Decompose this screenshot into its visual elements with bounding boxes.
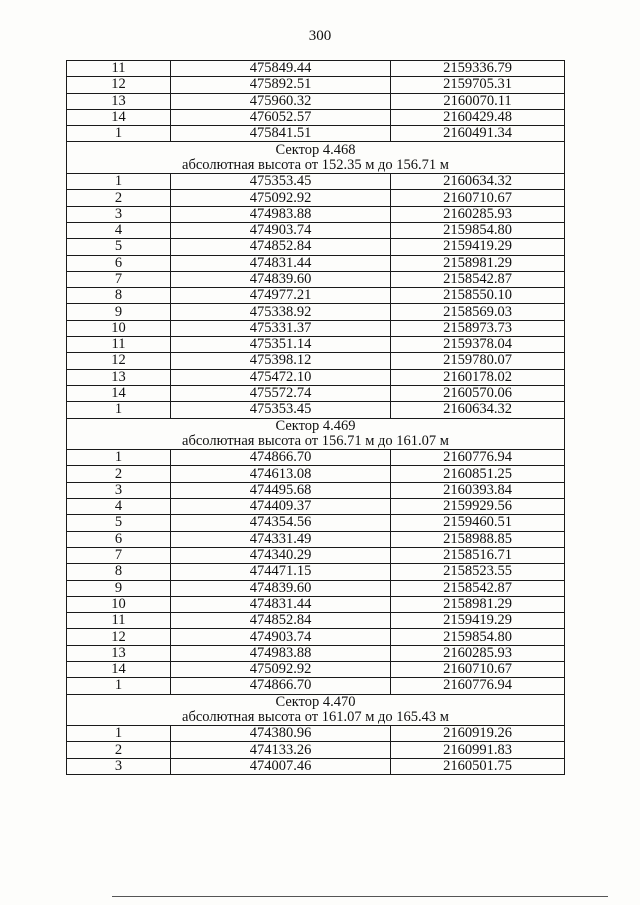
x-coordinate-cell: 475331.37	[171, 320, 391, 336]
sector-altitude-row	[67, 158, 565, 174]
y-coordinate-cell: 2160991.83	[391, 742, 565, 758]
table-row	[67, 271, 565, 287]
x-coordinate-cell: 474354.56	[171, 515, 391, 531]
point-number-cell: 9	[67, 580, 171, 596]
y-coordinate-cell: 2160070.11	[391, 93, 565, 109]
x-coordinate-cell: 474380.96	[171, 726, 391, 742]
x-coordinate-cell: 474331.49	[171, 531, 391, 547]
table-row	[67, 93, 565, 109]
x-coordinate-cell: 475092.92	[171, 661, 391, 677]
point-number-cell: 6	[67, 531, 171, 547]
y-coordinate-cell: 2158569.03	[391, 304, 565, 320]
table-row	[67, 613, 565, 629]
y-coordinate-cell: 2159929.56	[391, 499, 565, 515]
coordinates-table-body	[67, 61, 565, 775]
y-coordinate-cell: 2160285.93	[391, 206, 565, 222]
y-coordinate-cell: 2158523.55	[391, 564, 565, 580]
y-coordinate-cell: 2159378.04	[391, 337, 565, 353]
y-coordinate-cell: 2158973.73	[391, 320, 565, 336]
x-coordinate-cell: 475849.44	[171, 61, 391, 77]
table-row	[67, 678, 565, 694]
x-coordinate-cell: 475353.45	[171, 402, 391, 418]
table-row	[67, 596, 565, 612]
point-number-cell: 1	[67, 174, 171, 190]
y-coordinate-cell: 2160429.48	[391, 109, 565, 125]
y-coordinate-cell: 2158542.87	[391, 580, 565, 596]
table-row	[67, 450, 565, 466]
sector-altitude: абсолютная высота от 161.07 м до 165.43 м	[67, 710, 565, 726]
y-coordinate-cell: 2159419.29	[391, 239, 565, 255]
x-coordinate-cell: 475351.14	[171, 337, 391, 353]
point-number-cell: 7	[67, 547, 171, 563]
table-row	[67, 385, 565, 401]
y-coordinate-cell: 2159854.80	[391, 222, 565, 238]
table-row	[67, 547, 565, 563]
x-coordinate-cell: 474903.74	[171, 629, 391, 645]
table-row	[67, 661, 565, 677]
x-coordinate-cell: 475960.32	[171, 93, 391, 109]
point-number-cell: 8	[67, 564, 171, 580]
y-coordinate-cell: 2159336.79	[391, 61, 565, 77]
point-number-cell: 14	[67, 661, 171, 677]
x-coordinate-cell: 474903.74	[171, 222, 391, 238]
point-number-cell: 1	[67, 678, 171, 694]
page-number: 300	[308, 28, 332, 44]
point-number-cell: 5	[67, 515, 171, 531]
point-number-cell: 5	[67, 239, 171, 255]
table-row	[67, 288, 565, 304]
table-row	[67, 580, 565, 596]
table-row	[67, 353, 565, 369]
x-coordinate-cell: 474340.29	[171, 547, 391, 563]
y-coordinate-cell: 2158981.29	[391, 255, 565, 271]
y-coordinate-cell: 2158988.85	[391, 531, 565, 547]
table-row	[67, 190, 565, 206]
y-coordinate-cell: 2160776.94	[391, 678, 565, 694]
y-coordinate-cell: 2159460.51	[391, 515, 565, 531]
point-number-cell: 14	[67, 385, 171, 401]
point-number-cell: 6	[67, 255, 171, 271]
point-number-cell: 11	[67, 61, 171, 77]
y-coordinate-cell: 2160851.25	[391, 466, 565, 482]
y-coordinate-cell: 2160501.75	[391, 758, 565, 774]
point-number-cell: 3	[67, 758, 171, 774]
point-number-cell: 1	[67, 126, 171, 142]
sector-title: Сектор 4.469	[67, 418, 565, 434]
y-coordinate-cell: 2160634.32	[391, 402, 565, 418]
point-number-cell: 12	[67, 629, 171, 645]
sector-altitude-row	[67, 710, 565, 726]
point-number-cell: 13	[67, 369, 171, 385]
table-row	[67, 126, 565, 142]
point-number-cell: 12	[67, 77, 171, 93]
point-number-cell: 13	[67, 93, 171, 109]
sector-title: Сектор 4.468	[67, 142, 565, 158]
table-row	[67, 77, 565, 93]
y-coordinate-cell: 2160919.26	[391, 726, 565, 742]
point-number-cell: 12	[67, 353, 171, 369]
table-row	[67, 499, 565, 515]
sector-altitude-row	[67, 434, 565, 450]
y-coordinate-cell: 2160776.94	[391, 450, 565, 466]
table-row	[67, 482, 565, 498]
x-coordinate-cell: 476052.57	[171, 109, 391, 125]
table-row	[67, 466, 565, 482]
point-number-cell: 1	[67, 726, 171, 742]
table-row	[67, 758, 565, 774]
x-coordinate-cell: 475338.92	[171, 304, 391, 320]
point-number-cell: 3	[67, 482, 171, 498]
sector-title: Сектор 4.470	[67, 694, 565, 710]
point-number-cell: 13	[67, 645, 171, 661]
sector-altitude: абсолютная высота от 152.35 м до 156.71 м	[67, 158, 565, 174]
y-coordinate-cell: 2160710.67	[391, 661, 565, 677]
y-coordinate-cell: 2159705.31	[391, 77, 565, 93]
x-coordinate-cell: 474866.70	[171, 450, 391, 466]
point-number-cell: 1	[67, 402, 171, 418]
point-number-cell: 1	[67, 450, 171, 466]
y-coordinate-cell: 2158550.10	[391, 288, 565, 304]
y-coordinate-cell: 2160178.02	[391, 369, 565, 385]
table-row	[67, 564, 565, 580]
point-number-cell: 8	[67, 288, 171, 304]
table-row	[67, 255, 565, 271]
point-number-cell: 10	[67, 320, 171, 336]
point-number-cell: 7	[67, 271, 171, 287]
y-coordinate-cell: 2158516.71	[391, 547, 565, 563]
y-coordinate-cell: 2160285.93	[391, 645, 565, 661]
table-row	[67, 304, 565, 320]
y-coordinate-cell: 2158542.87	[391, 271, 565, 287]
x-coordinate-cell: 475398.12	[171, 353, 391, 369]
x-coordinate-cell: 474852.84	[171, 239, 391, 255]
bottom-rule	[112, 896, 608, 897]
table-row	[67, 239, 565, 255]
y-coordinate-cell: 2159780.07	[391, 353, 565, 369]
point-number-cell: 3	[67, 206, 171, 222]
y-coordinate-cell: 2160710.67	[391, 190, 565, 206]
x-coordinate-cell: 474133.26	[171, 742, 391, 758]
table-row	[67, 726, 565, 742]
table-row	[67, 337, 565, 353]
point-number-cell: 14	[67, 109, 171, 125]
x-coordinate-cell: 474852.84	[171, 613, 391, 629]
y-coordinate-cell: 2159854.80	[391, 629, 565, 645]
sector-title-row	[67, 142, 565, 158]
x-coordinate-cell: 474613.08	[171, 466, 391, 482]
x-coordinate-cell: 475092.92	[171, 190, 391, 206]
table-row	[67, 531, 565, 547]
table-row	[67, 61, 565, 77]
point-number-cell: 11	[67, 613, 171, 629]
table-row	[67, 369, 565, 385]
x-coordinate-cell: 474839.60	[171, 271, 391, 287]
point-number-cell: 4	[67, 499, 171, 515]
x-coordinate-cell: 474983.88	[171, 206, 391, 222]
y-coordinate-cell: 2160393.84	[391, 482, 565, 498]
coordinates-table	[66, 60, 565, 775]
sector-altitude: абсолютная высота от 156.71 м до 161.07 м	[67, 434, 565, 450]
y-coordinate-cell: 2159419.29	[391, 613, 565, 629]
table-row	[67, 174, 565, 190]
table-row	[67, 645, 565, 661]
sector-title-row	[67, 694, 565, 710]
x-coordinate-cell: 475353.45	[171, 174, 391, 190]
table-row	[67, 629, 565, 645]
point-number-cell: 4	[67, 222, 171, 238]
table-row	[67, 742, 565, 758]
x-coordinate-cell: 475572.74	[171, 385, 391, 401]
point-number-cell: 10	[67, 596, 171, 612]
x-coordinate-cell: 475472.10	[171, 369, 391, 385]
point-number-cell: 11	[67, 337, 171, 353]
x-coordinate-cell: 474983.88	[171, 645, 391, 661]
x-coordinate-cell: 474495.68	[171, 482, 391, 498]
x-coordinate-cell: 474409.37	[171, 499, 391, 515]
x-coordinate-cell: 475841.51	[171, 126, 391, 142]
table-row	[67, 222, 565, 238]
table-row	[67, 320, 565, 336]
table-row	[67, 206, 565, 222]
table-row	[67, 402, 565, 418]
table-row	[67, 515, 565, 531]
point-number-cell: 2	[67, 742, 171, 758]
sector-title-row	[67, 418, 565, 434]
y-coordinate-cell: 2160570.06	[391, 385, 565, 401]
x-coordinate-cell: 474471.15	[171, 564, 391, 580]
point-number-cell: 9	[67, 304, 171, 320]
x-coordinate-cell: 474831.44	[171, 596, 391, 612]
x-coordinate-cell: 474007.46	[171, 758, 391, 774]
x-coordinate-cell: 474839.60	[171, 580, 391, 596]
x-coordinate-cell: 474831.44	[171, 255, 391, 271]
x-coordinate-cell: 474866.70	[171, 678, 391, 694]
y-coordinate-cell: 2158981.29	[391, 596, 565, 612]
y-coordinate-cell: 2160634.32	[391, 174, 565, 190]
x-coordinate-cell: 475892.51	[171, 77, 391, 93]
y-coordinate-cell: 2160491.34	[391, 126, 565, 142]
table-row	[67, 109, 565, 125]
point-number-cell: 2	[67, 190, 171, 206]
x-coordinate-cell: 474977.21	[171, 288, 391, 304]
point-number-cell: 2	[67, 466, 171, 482]
